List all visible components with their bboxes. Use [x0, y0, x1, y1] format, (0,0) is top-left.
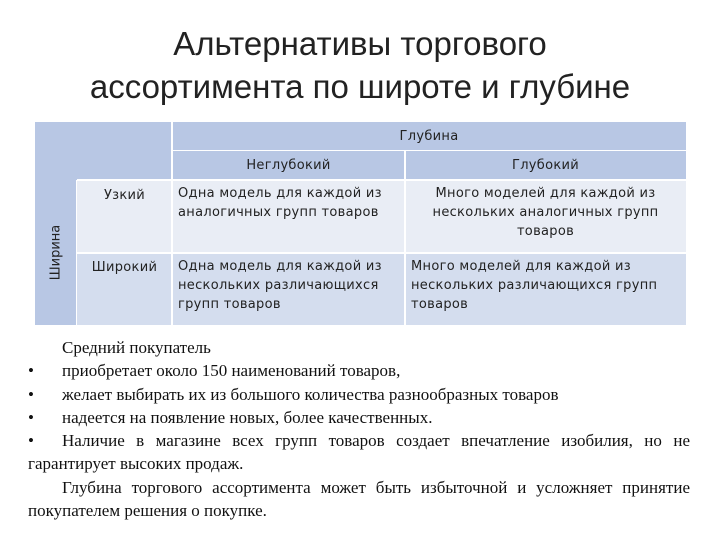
row-label-narrow-text: Узкий	[103, 188, 146, 203]
grid-line	[77, 179, 686, 181]
bullet-item	[28, 383, 690, 406]
slide-title	[20, 22, 700, 108]
col-header-shallow	[172, 151, 405, 180]
col-header-shallow-label: Неглубокий	[246, 158, 331, 173]
bullet-item	[28, 406, 690, 429]
cell-narrow-deep	[405, 180, 686, 253]
table-corner-cell	[35, 122, 172, 180]
grid-line	[404, 151, 406, 325]
width-header-label: Ширина	[48, 224, 64, 281]
col-header-deep-label: Глубокий	[511, 158, 580, 173]
title-line-1: Альтернативы торгового	[173, 25, 547, 62]
row-label-narrow	[77, 180, 172, 253]
bullet-text: надеется на появление новых, более качественных.	[62, 407, 433, 427]
bullet-text: желает выбирать их из большого количества разнообразных товаров	[62, 384, 559, 404]
depth-header-label: Глубина	[399, 129, 459, 144]
closing-paragraph: Глубина торгового ассортимента может быть избыточной и усложняет принятие покупателем решения о покупке.	[28, 477, 690, 521]
grid-line	[77, 252, 686, 254]
bullet-dot: •	[28, 361, 34, 381]
col-header-deep	[405, 151, 686, 180]
grid-line	[171, 122, 173, 325]
body-text	[28, 336, 690, 522]
intro-line: Средний покупатель	[62, 338, 211, 357]
bullet-text: приобретает около 150 наименований товаров,	[62, 361, 401, 381]
title-line-2: ассортимента по широте и глубине	[89, 68, 631, 105]
bullet-text: Наличие в магазине всех групп товаров создает впечатление изобилия, но не гарантирует высоких продаж.	[28, 431, 690, 474]
row-label-wide-text: Широкий	[91, 260, 158, 275]
bullet-dot: •	[28, 407, 34, 427]
bullet-item	[28, 359, 690, 382]
bullet-dot: •	[28, 384, 34, 404]
cell-narrow-shallow: Одна модель для каждой из аналогичных групп товаров	[172, 180, 405, 253]
row-label-wide	[77, 253, 172, 325]
cell-wide-shallow: Одна модель для каждой из нескольких различающихся групп товаров	[172, 253, 405, 325]
width-header	[35, 180, 77, 325]
grid-line	[172, 150, 686, 151]
bullet-item	[28, 429, 690, 476]
cell-narrow-deep-text: Много моделей для каждой из нескольких аналогичных групп товаров	[432, 186, 659, 239]
cell-wide-deep: Много моделей для каждой из нескольких различающихся групп товаров	[405, 253, 686, 325]
bullet-dot: •	[28, 431, 34, 451]
depth-header	[172, 122, 686, 151]
